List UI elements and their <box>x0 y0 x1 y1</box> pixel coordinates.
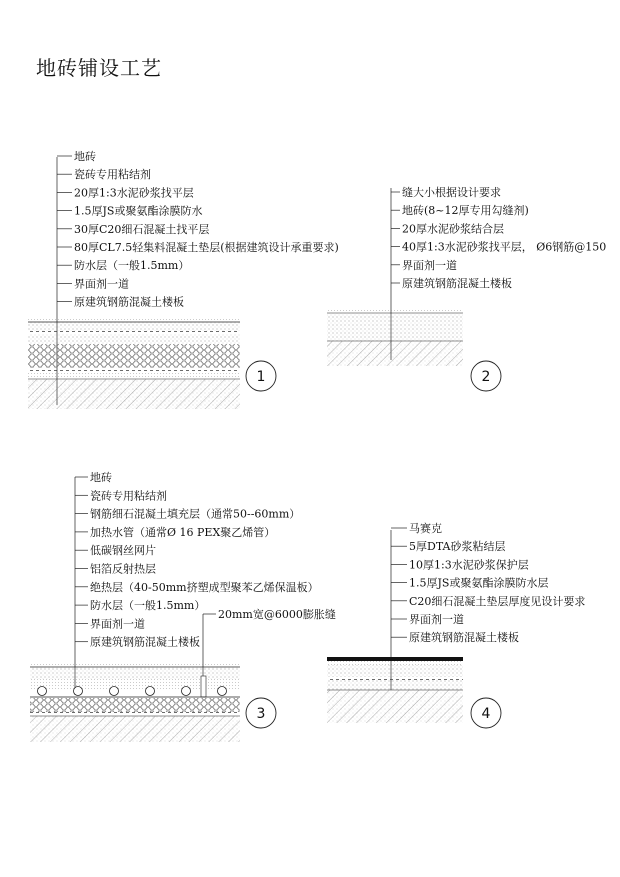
layer-label: 瓷砖专用粘结剂 <box>74 168 151 182</box>
detail-1 <box>28 149 339 409</box>
layer-label: 原建筑钢筋混凝土楼板 <box>74 295 184 309</box>
layer-label: 界面剂一道 <box>74 277 129 291</box>
layer-label: 防水层（一般1.5mm） <box>74 259 190 273</box>
layer-label: 钢筋细石混凝土填充层（通常50--60mm） <box>90 507 301 521</box>
layer-label: 80厚CL7.5轻集料混凝土垫层(根据建筑设计承重要求) <box>74 241 339 254</box>
detail-3-labels <box>75 470 319 649</box>
layer-label: 加热水管（通常Ø 16 PEX聚乙烯管） <box>90 525 276 539</box>
layer-label: 1.5厚JS或聚氨酯涂膜防水 <box>74 204 203 218</box>
detail-3 <box>30 470 336 742</box>
layer-label: 界面剂一道 <box>90 617 145 631</box>
layer-label: 原建筑钢筋混凝土楼板 <box>402 277 512 290</box>
layer-label: 30厚C20细石混凝土找平层 <box>74 222 210 236</box>
detail-number: 2 <box>481 369 491 385</box>
layer-label: 铝箔反射热层 <box>90 562 156 576</box>
layer-label: 绝热层（40-50mm挤塑成型聚苯乙烯保温板） <box>90 580 319 594</box>
detail-2 <box>327 185 606 391</box>
detail-4-labels <box>391 521 585 644</box>
layer-label: 20厚1:3水泥砂浆找平层 <box>74 186 194 200</box>
layer-label: C20细石混凝土垫层厚度见设计要求 <box>409 594 586 608</box>
layer-label: 马赛克 <box>409 522 442 535</box>
layer-label: 界面剂一道 <box>409 613 464 626</box>
layer-label: 1.5厚JS或聚氨酯涂膜防水层 <box>409 576 549 590</box>
layer-label: 地砖 <box>90 471 112 484</box>
detail-3-section <box>30 662 240 742</box>
layer-label: 地砖(8~12厚专用勾缝剂) <box>402 204 529 218</box>
detail-4-section <box>327 657 463 723</box>
detail-1-labels <box>57 149 339 309</box>
layer-label: 瓷砖专用粘结剂 <box>90 489 167 503</box>
detail-number: 1 <box>256 369 266 385</box>
detail-number: 3 <box>256 706 266 722</box>
layer-label: 缝大小根据设计要求 <box>402 186 501 199</box>
detail-2-section <box>327 308 463 366</box>
layer-label: 界面剂一道 <box>402 258 457 272</box>
expansion-joint-label: 20mm宽@6000膨胀缝 <box>218 608 336 621</box>
layer-label: 5厚DTA砂浆粘结层 <box>409 540 506 554</box>
layer-label: 防水层（一般1.5mm） <box>90 599 206 613</box>
detail-2-labels <box>391 185 606 290</box>
layer-label: 10厚1:3水泥砂浆保护层 <box>409 558 529 572</box>
layer-label: 20厚水泥砂浆结合层 <box>402 222 504 236</box>
detail-4 <box>327 521 585 728</box>
layer-label: 地砖 <box>74 150 96 163</box>
page-title: 地砖铺设工艺 <box>36 56 162 80</box>
detail-number: 4 <box>481 706 491 722</box>
layer-label: 原建筑钢筋混凝土楼板 <box>90 635 200 649</box>
detail-1-section <box>28 318 240 409</box>
layer-label: 低碳钢丝网片 <box>90 544 156 558</box>
layer-label: 原建筑钢筋混凝土楼板 <box>409 631 519 645</box>
layer-label: 40厚1:3水泥砂浆找平层， Ø6钢筋@150 <box>402 240 607 254</box>
